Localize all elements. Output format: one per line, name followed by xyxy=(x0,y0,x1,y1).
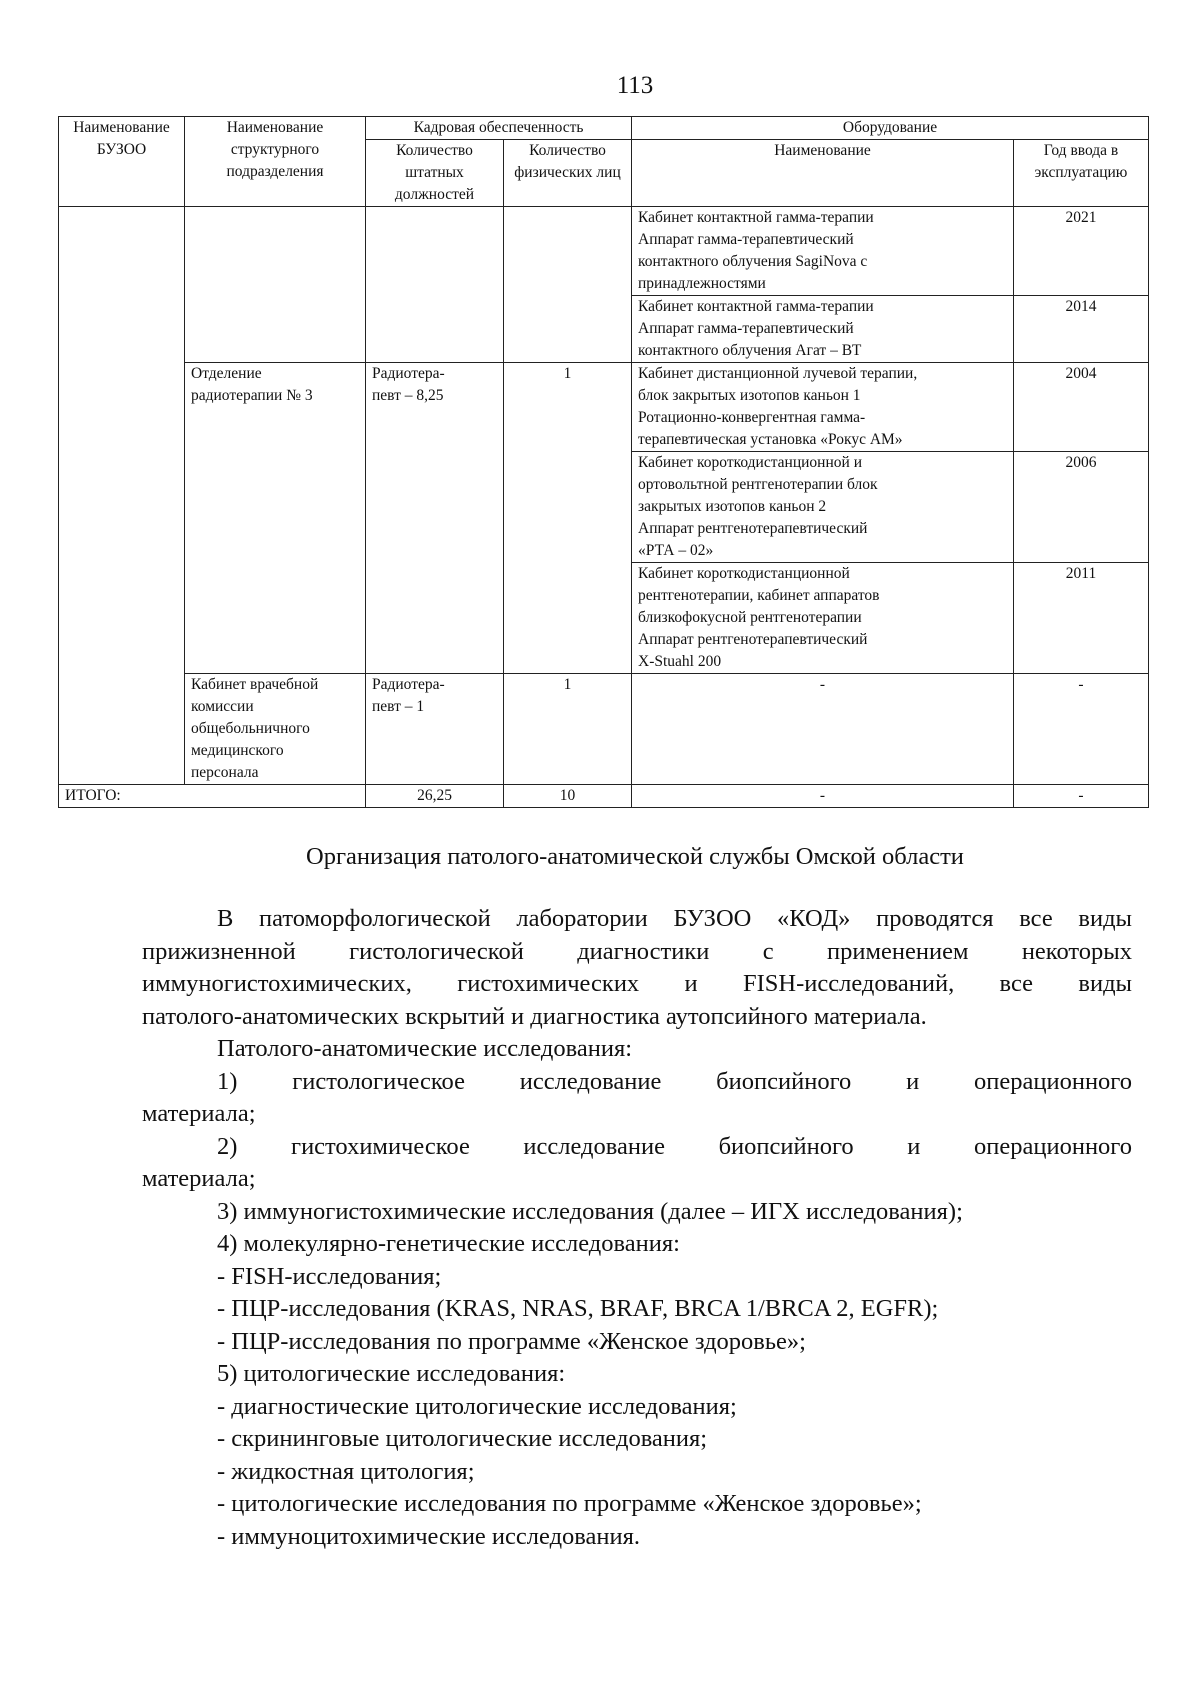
total-year: - xyxy=(1014,785,1149,808)
total-positions: 26,25 xyxy=(366,785,504,808)
list-item: - диагностические цитологические исследования; xyxy=(217,1392,737,1420)
equipment-line: Аппарат рентгенотерапевтический xyxy=(638,520,868,537)
list-item-continuation: материала; xyxy=(142,1165,256,1192)
header-persons: Количество физических лиц xyxy=(504,140,632,207)
positions-cell xyxy=(366,363,504,674)
list-item: 1) гистологическое исследование биопсийного и операционного xyxy=(217,1067,1132,1095)
unit-cell xyxy=(185,363,366,674)
positions-line: Радиотера- xyxy=(372,676,445,693)
paragraph-line: В патоморфологической лаборатории БУЗОО «КОД» проводятся все виды xyxy=(217,905,1132,932)
equipment-line: контактного облучения SagiNova с xyxy=(638,253,868,270)
table-row xyxy=(59,363,1149,452)
equipment-line: ортовольтной рентгенотерапии блок xyxy=(638,476,878,493)
unit-line: радиотерапии № 3 xyxy=(191,387,313,404)
unit-line: Отделение xyxy=(191,365,262,382)
equipment-line: Кабинет короткодистанционной xyxy=(638,565,850,582)
unit-line: Кабинет врачебной xyxy=(191,676,319,693)
equipment-cell xyxy=(632,296,1014,363)
equipment-cell xyxy=(632,563,1014,674)
persons-cell xyxy=(504,207,632,363)
list-item: 3) иммуногистохимические исследования (далее – ИГХ исследования); xyxy=(217,1197,963,1225)
unit-line: общебольничного xyxy=(191,720,310,737)
unit-line: медицинского xyxy=(191,742,284,759)
header-equipment: Оборудование xyxy=(632,117,1149,140)
list-item-continuation: материала; xyxy=(142,1100,256,1127)
equipment-line: Ротационно-конвергентная гамма- xyxy=(638,409,866,426)
header-equip-name: Наименование xyxy=(632,140,1014,207)
persons-cell: 1 xyxy=(504,674,632,785)
header-positions: Количество штатных должностей xyxy=(366,140,504,207)
header-org: Наименование БУЗОО xyxy=(59,117,185,207)
equipment-line: Аппарат гамма-терапевтический xyxy=(638,231,854,248)
paragraph-line: иммуногистохимических, гистохимических и FISH-исследований, все виды xyxy=(142,970,1132,997)
header-year: Год ввода в эксплуатацию xyxy=(1014,140,1149,207)
table-header-row xyxy=(59,117,1149,140)
unit-line: персонала xyxy=(191,764,259,781)
unit-cell xyxy=(185,674,366,785)
list-item: - иммуноцитохимические исследования. xyxy=(217,1522,641,1550)
equipment-line: закрытых изотопов каньон 2 xyxy=(638,498,827,515)
list-item: - скрининговые цитологические исследования; xyxy=(217,1425,708,1452)
header-staffing: Кадровая обеспеченность xyxy=(366,117,632,140)
list-item: - цитологические исследования по программе «Женское здоровье»; xyxy=(217,1490,922,1517)
equipment-line: Аппарат гамма-терапевтический xyxy=(638,320,854,337)
equipment-line: X-Stuahl 200 xyxy=(638,653,722,670)
positions-cell xyxy=(366,207,504,363)
equipment-cell: - xyxy=(632,674,1014,785)
total-equipment: - xyxy=(632,785,1014,808)
unit-cell xyxy=(185,207,366,363)
year-cell: 2021 xyxy=(1014,207,1149,296)
year-cell: - xyxy=(1014,674,1149,785)
paragraph-line: прижизненной гистологической диагностики с применением некоторых xyxy=(142,937,1132,965)
year-cell: 2004 xyxy=(1014,363,1149,452)
paragraph-line: патолого-анатомических вскрытий и диагностика аутопсийного материала. xyxy=(142,1002,927,1030)
positions-cell xyxy=(366,674,504,785)
equipment-table xyxy=(58,116,1149,808)
equipment-line: Аппарат рентгенотерапевтический xyxy=(638,631,868,648)
equipment-line: контактного облучения Агат – ВТ xyxy=(638,342,862,359)
list-intro: Патолого-анатомические исследования: xyxy=(217,1035,633,1062)
equipment-line: Кабинет дистанционной лучевой терапии, xyxy=(638,365,918,382)
persons-cell: 1 xyxy=(504,363,632,674)
list-item: 2) гистохимическое исследование биопсийного и операционного xyxy=(217,1132,1132,1160)
equipment-line: Кабинет короткодистанционной и xyxy=(638,454,862,471)
equipment-cell xyxy=(632,363,1014,452)
org-cell xyxy=(59,207,185,785)
year-cell: 2011 xyxy=(1014,563,1149,674)
equipment-line: близкофокусной рентгенотерапии xyxy=(638,609,862,626)
list-item: 5) цитологические исследования: xyxy=(217,1360,566,1387)
total-row xyxy=(59,785,1149,808)
equipment-line: Кабинет контактной гамма-терапии xyxy=(638,298,874,315)
list-item: 4) молекулярно-генетические исследования: xyxy=(217,1230,680,1257)
section-title: Организация патолого-анатомической службы Омской области xyxy=(306,843,964,870)
equipment-cell xyxy=(632,452,1014,563)
list-item: - FISH-исследования; xyxy=(217,1262,442,1290)
equipment-line: Кабинет контактной гамма-терапии xyxy=(638,209,874,226)
list-item: - ПЦР-исследования по программе «Женское здоровье»; xyxy=(217,1327,806,1355)
body-text xyxy=(142,903,1132,1553)
equipment-line: «РТА – 02» xyxy=(638,542,714,559)
total-persons: 10 xyxy=(504,785,632,808)
table-row xyxy=(59,674,1149,785)
list-item: - жидкостная цитология; xyxy=(217,1457,475,1485)
equipment-line: рентгенотерапии, кабинет аппаратов xyxy=(638,587,880,604)
unit-line: комиссии xyxy=(191,698,254,715)
equipment-cell xyxy=(632,207,1014,296)
page-number: 113 xyxy=(616,72,654,99)
list-item: - ПЦР-исследования (KRAS, NRAS, BRAF, BRCA 1/BRCA 2, EGFR); xyxy=(217,1295,939,1322)
total-label: ИТОГО: xyxy=(59,785,366,808)
year-cell: 2014 xyxy=(1014,296,1149,363)
positions-line: певт – 1 xyxy=(372,698,425,715)
table-row xyxy=(59,207,1149,296)
equipment-line: терапевтическая установка «Рокус АМ» xyxy=(638,431,903,448)
positions-line: Радиотера- xyxy=(372,365,445,382)
positions-line: певт – 8,25 xyxy=(372,387,444,404)
equipment-line: принадлежностями xyxy=(638,275,766,292)
year-cell: 2006 xyxy=(1014,452,1149,563)
equipment-line: блок закрытых изотопов каньон 1 xyxy=(638,387,861,404)
header-unit: Наименование структурного подразделения xyxy=(185,117,366,207)
